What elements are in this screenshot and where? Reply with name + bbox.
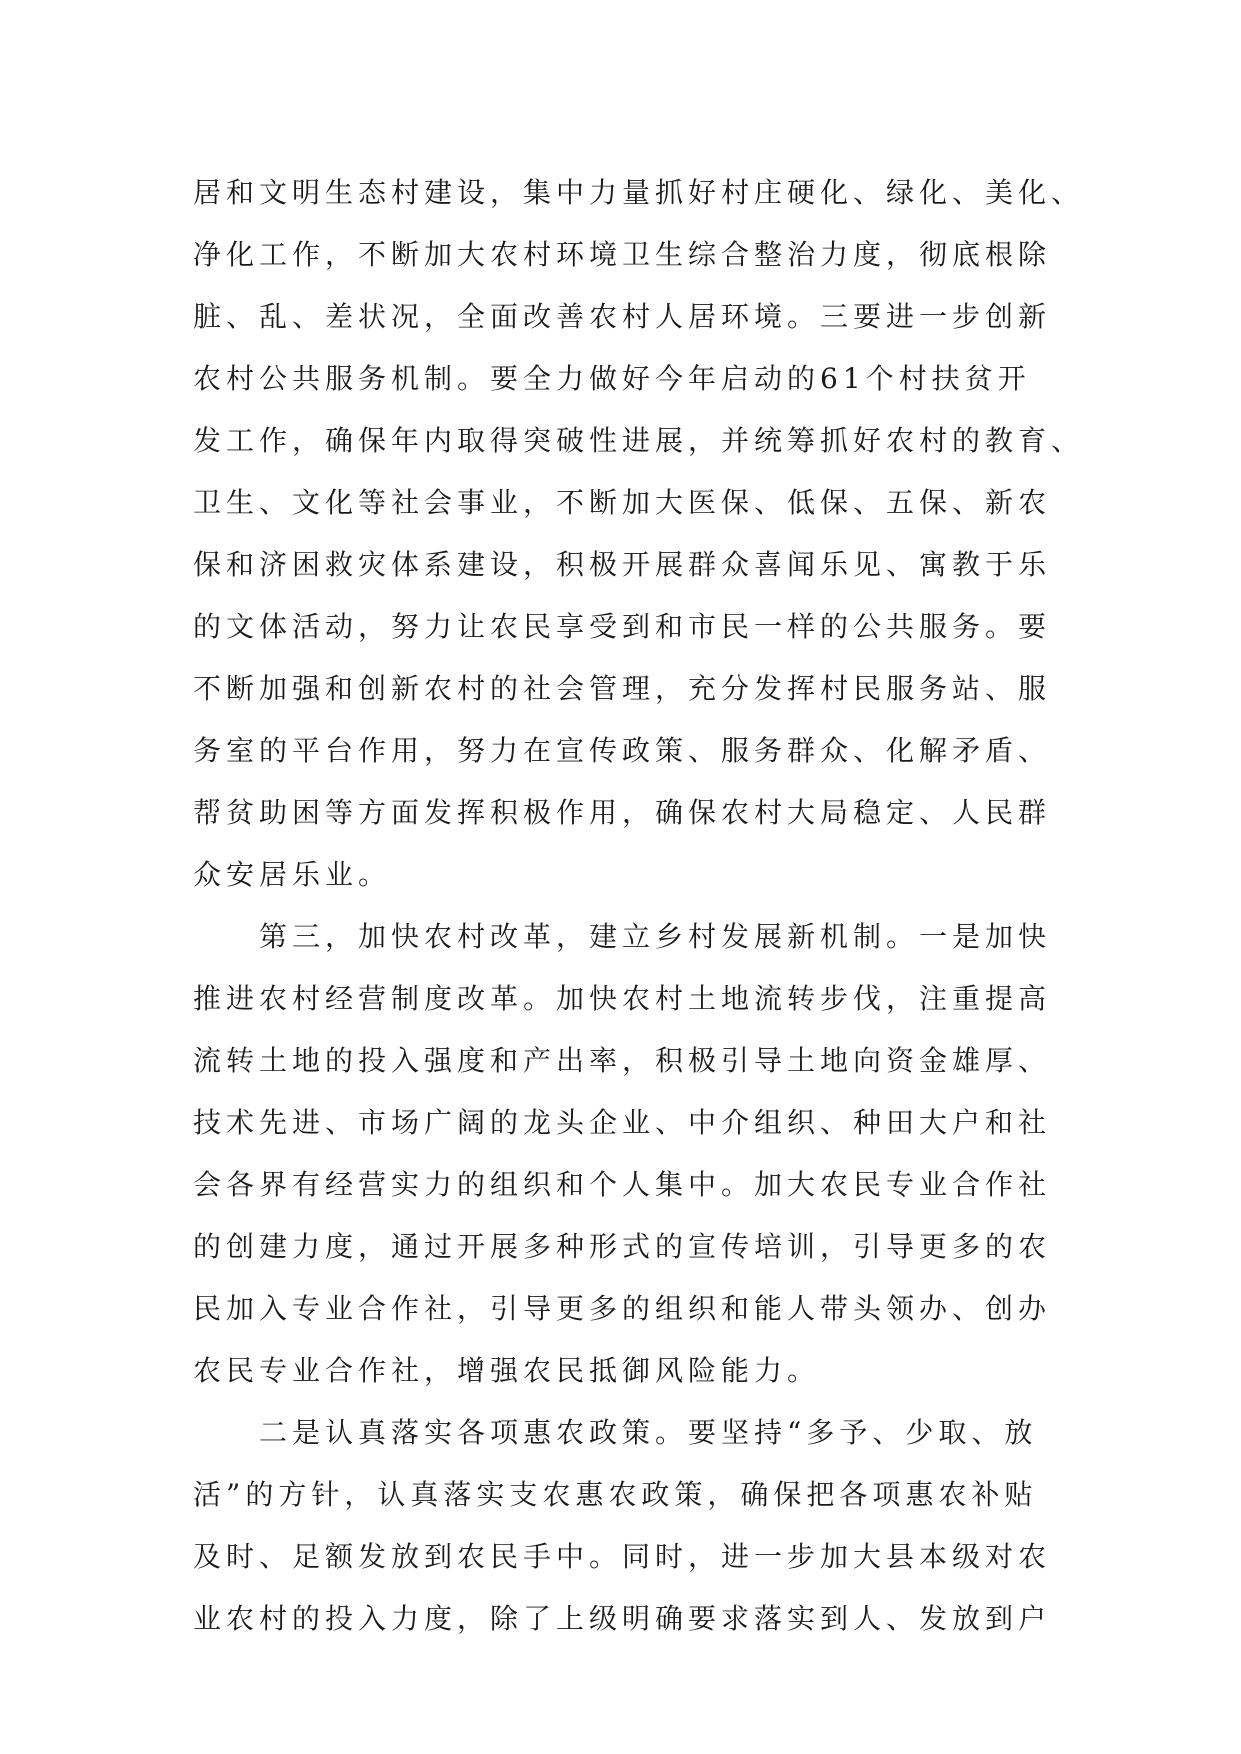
text-line: 保和济困救灾体系建设，积极开展群众喜闻乐见、寓教于乐 bbox=[193, 548, 1052, 581]
text-line: 会各界有经营实力的组织和个人集中。加大农民专业合作社 bbox=[193, 1168, 1052, 1201]
text-line: 帮贫助困等方面发挥积极作用，确保农村大局稳定、人民群 bbox=[193, 796, 1052, 829]
text-line: 脏、乱、差状况，全面改善农村人居环境。三要进一步创新 bbox=[193, 300, 1052, 333]
text-line: 推进农村经营制度改革。加快农村土地流转步伐，注重提高 bbox=[193, 982, 1052, 1015]
text-line: 活”的方针，认真落实支农惠农政策，确保把各项惠农补贴 bbox=[193, 1478, 1038, 1511]
text-line: 业农村的投入力度，除了上级明确要求落实到人、发放到户 bbox=[193, 1602, 1052, 1635]
text-line: 流转土地的投入强度和产出率，积极引导土地向资金雄厚、 bbox=[193, 1044, 1052, 1077]
text-line: 居和文明生态村建设，集中力量抓好村庄硬化、绿化、美化、 bbox=[193, 176, 1085, 209]
text-line: 农村公共服务机制。要全力做好今年启动的61个村扶贫开 bbox=[193, 362, 1031, 395]
document-body bbox=[193, 162, 1093, 1650]
text-line: 农民专业合作社，增强农民抵御风险能力。 bbox=[193, 1354, 821, 1387]
text-line: 务室的平台作用，努力在宣传政策、服务群众、化解矛盾、 bbox=[193, 734, 1052, 767]
text-line: 的创建力度，通过开展多种形式的宣传培训，引导更多的农 bbox=[193, 1230, 1052, 1263]
paragraph-start-line: 二是认真落实各项惠农政策。要坚持“多予、少取、放 bbox=[259, 1416, 1038, 1449]
paragraph-start-line: 第三，加快农村改革，建立乡村发展新机制。一是加快 bbox=[259, 920, 1052, 953]
text-line: 卫生、文化等社会事业，不断加大医保、低保、五保、新农 bbox=[193, 486, 1052, 519]
text-line: 不断加强和创新农村的社会管理，充分发挥村民服务站、服 bbox=[193, 672, 1052, 705]
text-line: 技术先进、市场广阔的龙头企业、中介组织、种田大户和社 bbox=[193, 1106, 1052, 1139]
text-line: 发工作，确保年内取得突破性进展，并统筹抓好农村的教育、 bbox=[193, 424, 1085, 457]
text-line: 的文体活动，努力让农民享受到和市民一样的公共服务。要 bbox=[193, 610, 1052, 643]
text-line: 民加入专业合作社，引导更多的组织和能人带头领办、创办 bbox=[193, 1292, 1052, 1325]
text-line: 净化工作，不断加大农村环境卫生综合整治力度，彻底根除 bbox=[193, 238, 1052, 271]
text-line: 众安居乐业。 bbox=[193, 858, 392, 891]
text-line: 及时、足额发放到农民手中。同时，进一步加大县本级对农 bbox=[193, 1540, 1052, 1573]
